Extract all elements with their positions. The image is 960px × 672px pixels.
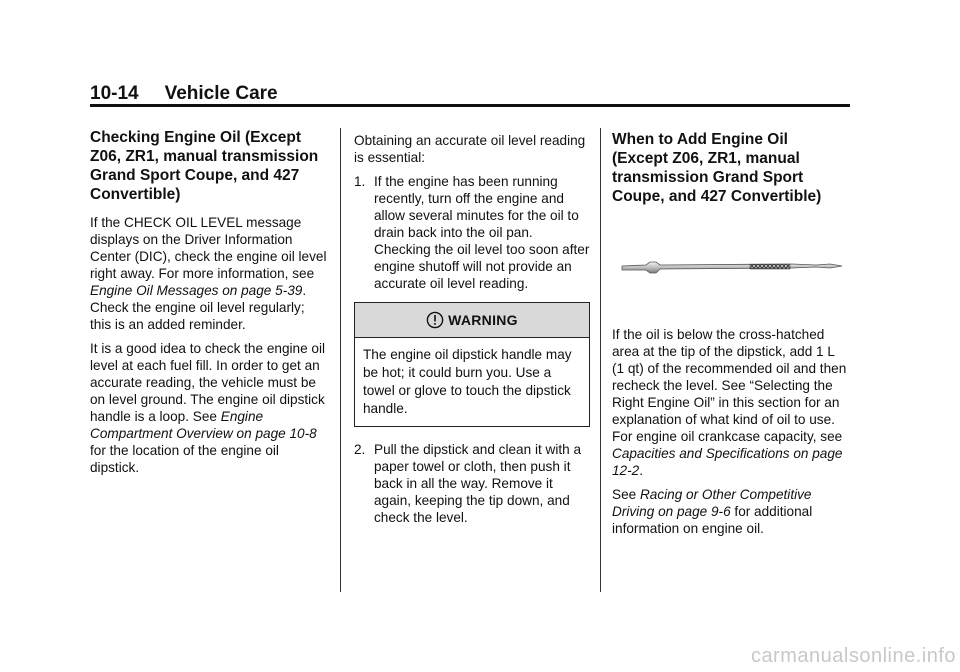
step-text: Pull the dipstick and clean it with a paper towel or cloth, then push it back in all the way. Remove it again, keeping the tip down, and check the level. — [374, 442, 582, 525]
step-number: 1. — [354, 174, 366, 189]
step-text: If the engine has been running recently, turn off the engine and allow several minutes for the oil to drain back into the oil pan. Checking the oil level too soon after engine shutoff will not provide an accurate oil level reading. — [374, 174, 590, 291]
step-list — [354, 441, 590, 526]
column-divider — [340, 128, 341, 592]
column-left — [90, 128, 328, 483]
warning-box — [354, 302, 590, 427]
list-item — [354, 441, 590, 526]
cross-reference-link[interactable]: Racing or Other Competitive Driving on page 9-6 — [612, 487, 812, 519]
paragraph-text: See — [612, 487, 640, 502]
checking-oil-heading: Checking Engine Oil (Except Z06, ZR1, manual transmission Grand Sport Coupe, and 427 Convertible) — [90, 129, 319, 203]
paragraph-text: for the location of the engine oil dipstick. — [90, 443, 279, 475]
warning-icon — [426, 311, 444, 329]
warning-text: The engine oil dipstick handle may be hot; it could burn you. Use a towel or glove to touch the dipstick handle. — [363, 347, 572, 416]
warning-header — [355, 303, 589, 338]
list-item — [354, 173, 590, 292]
step-list — [354, 173, 590, 292]
cross-reference-link[interactable]: Engine Compartment Overview on page 10-8 — [90, 409, 317, 441]
paragraph-text: It is a good idea to check the engine oil level at each fuel fill. In order to get an accurate reading, the vehicle must be on level ground. The engine oil dipstick handle is a loop. See — [90, 341, 326, 424]
paragraph — [90, 214, 328, 333]
paragraph — [90, 340, 328, 476]
paragraph-text: . Check the engine oil level regularly; this is an added reminder. — [90, 283, 307, 332]
paragraph-text: for additional information on engine oil. — [612, 504, 813, 536]
paragraph — [612, 326, 848, 479]
header-rule — [90, 104, 850, 107]
warning-title: WARNING — [448, 311, 518, 328]
column-divider — [600, 128, 601, 592]
watermark: carmanualsonline.info — [750, 645, 956, 667]
paragraph-text: If the CHECK OIL LEVEL message displays on the Driver Information Center (DIC), check the engine oil level right away. For more information, see — [90, 215, 327, 281]
column-right — [612, 130, 848, 544]
section-title: Vehicle Care — [164, 83, 278, 104]
paragraph — [612, 486, 848, 537]
paragraph-text: . — [639, 463, 643, 478]
paragraph-text: If the oil is below the cross-hatched area at the tip of the dipstick, add 1 L (1 qt) of the recommended oil and then recheck the level. See “Selecting the Right Engine Oil” in this section for an explanation of what kind of oil to use. For engine oil crankcase capacity, see — [612, 327, 847, 444]
page-header — [90, 82, 850, 106]
dipstick-icon — [616, 254, 848, 284]
cross-reference-link[interactable]: Engine Oil Messages on page 5-39 — [90, 283, 303, 298]
page-number: 10-14 — [90, 83, 139, 104]
intro-paragraph: Obtaining an accurate oil level reading is essential: — [354, 133, 586, 165]
step-number: 2. — [354, 442, 366, 457]
dipstick-illustration — [612, 206, 848, 326]
cross-reference-link[interactable]: Capacities and Specifications on page 12-2 — [612, 446, 843, 478]
when-to-add-oil-heading: When to Add Engine Oil (Except Z06, ZR1, manual transmission Grand Sport Coupe, and 427 Convertible) — [612, 131, 822, 205]
column-middle — [354, 132, 590, 533]
